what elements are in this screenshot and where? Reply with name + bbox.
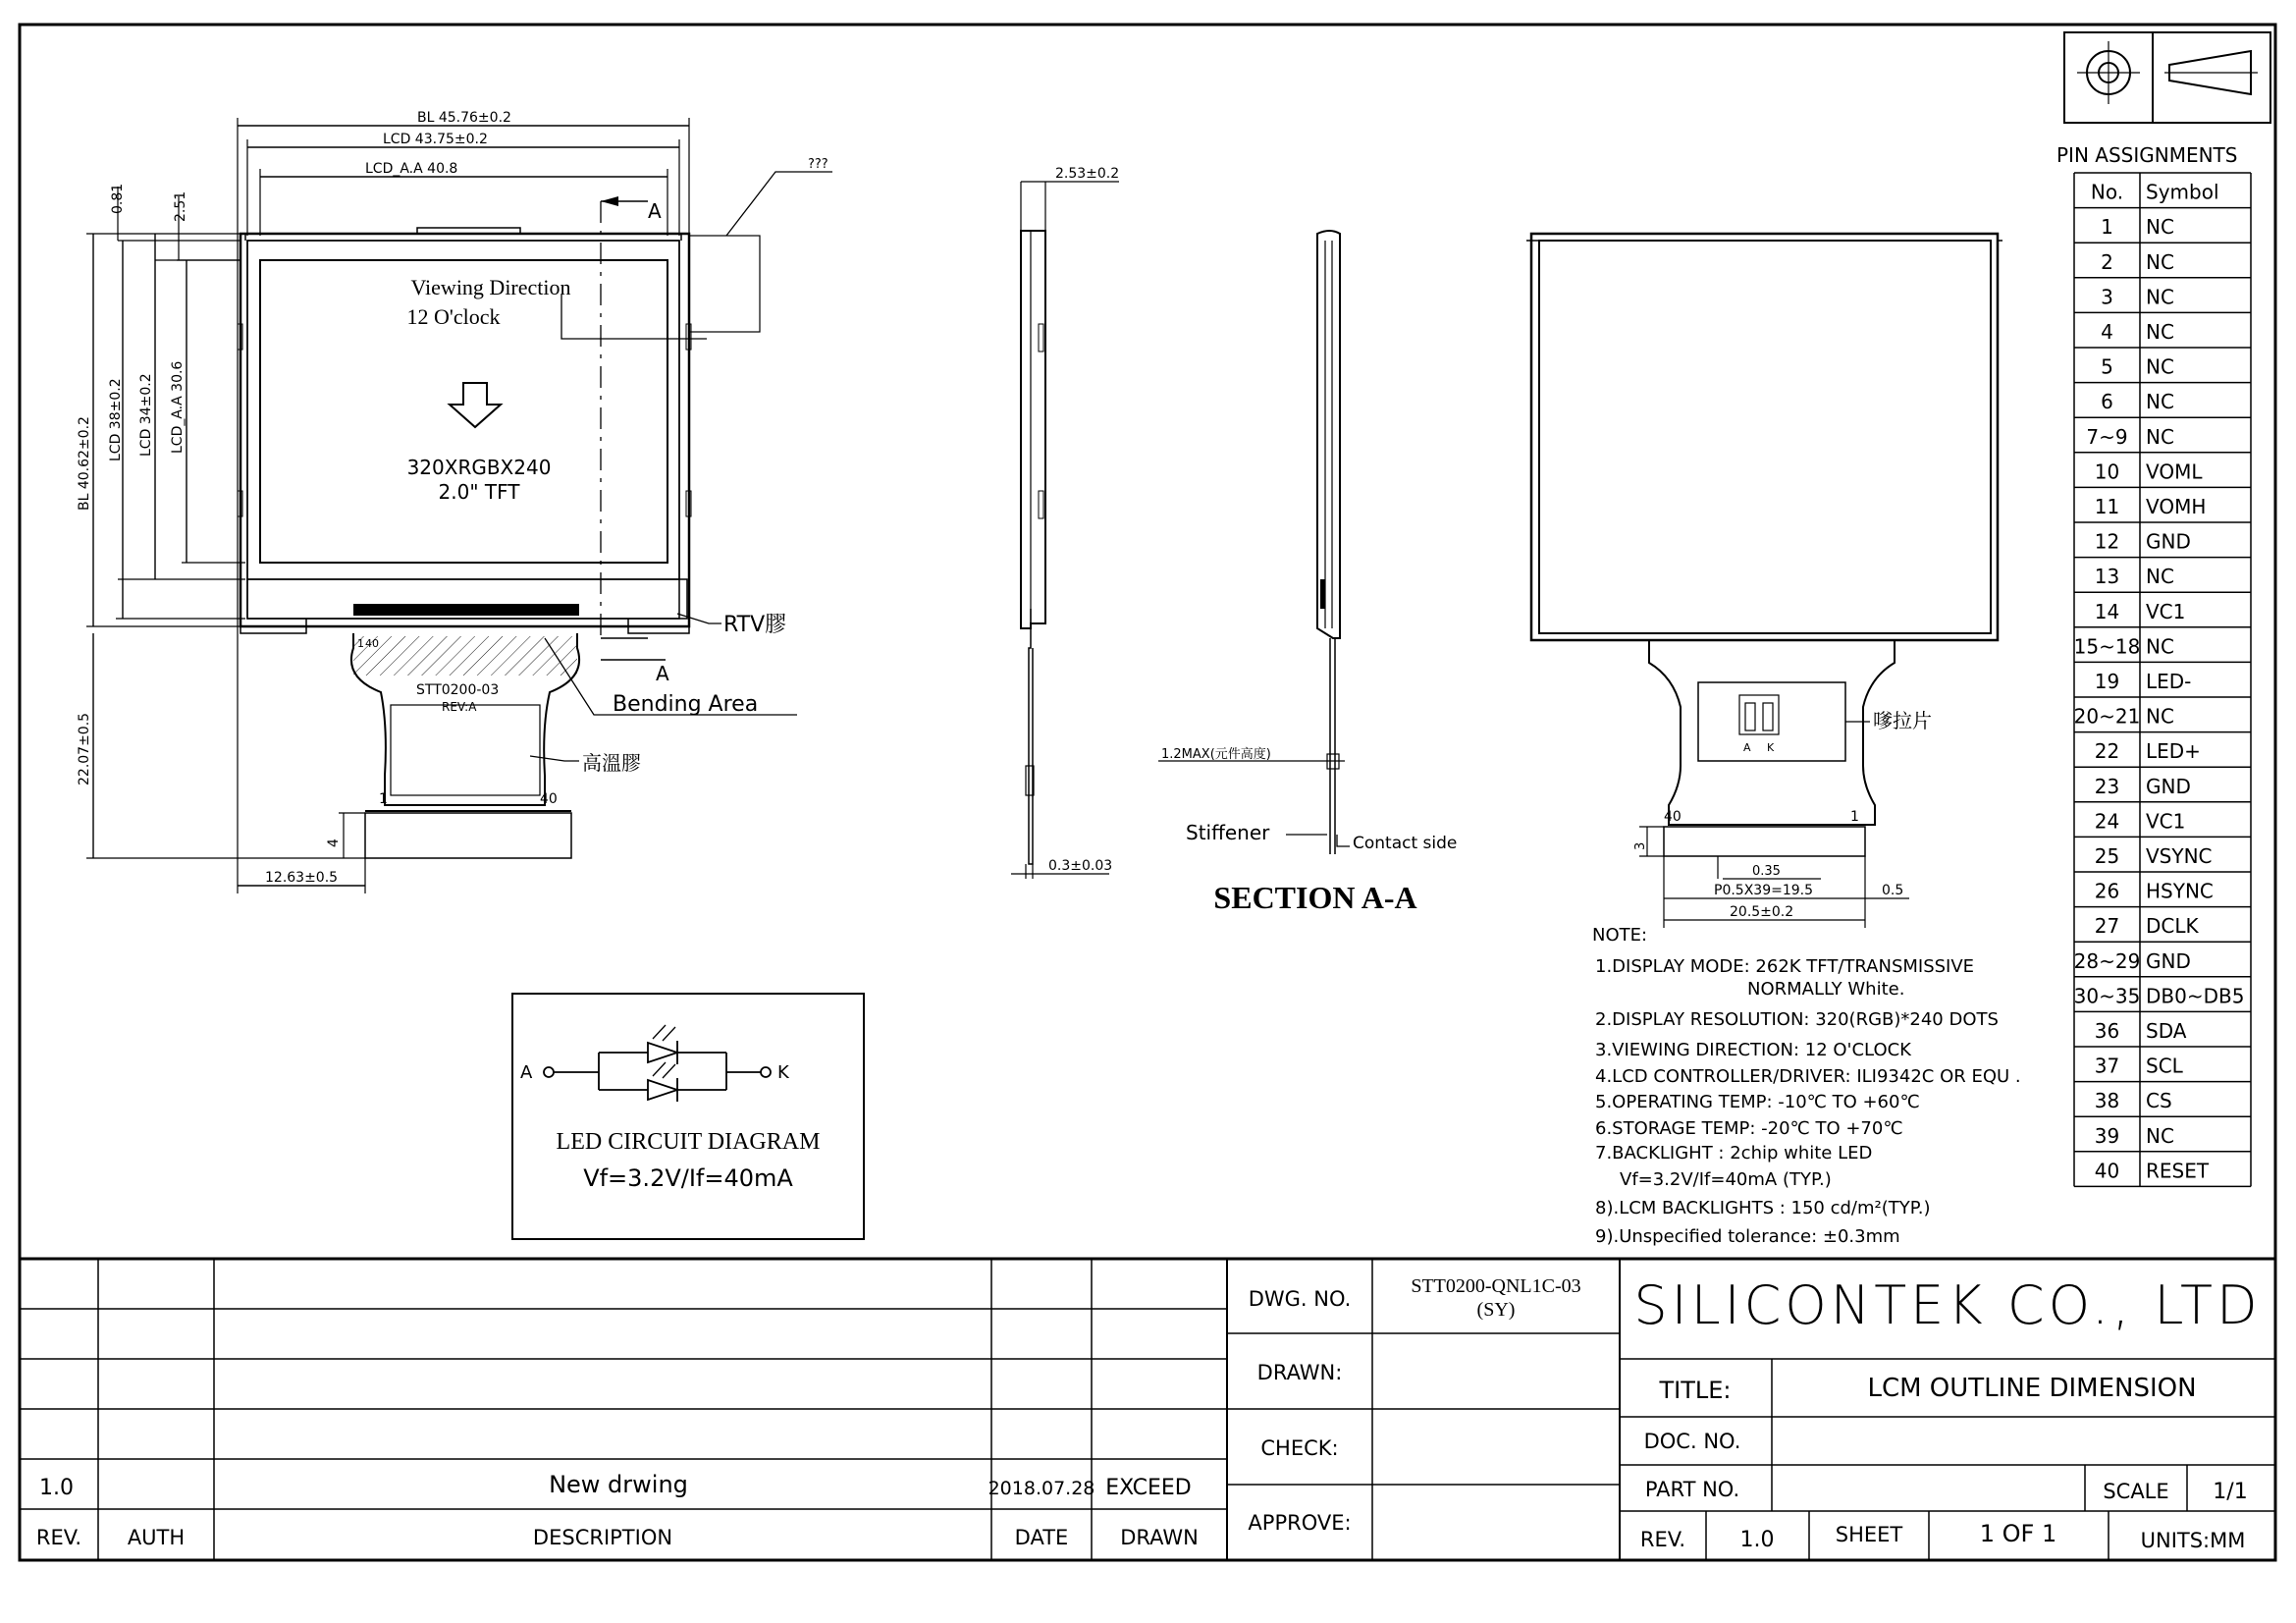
dim-max-height: 1.2MAX(元件高度) xyxy=(1161,747,1271,762)
scale-value: 1/1 xyxy=(2213,1480,2248,1504)
rev-value: 1.0 xyxy=(1739,1528,1775,1552)
note-line: NORMALLY White. xyxy=(1747,979,1905,1000)
fpc-pin-first: 1 xyxy=(379,791,388,807)
pin-number: 2 xyxy=(2101,249,2113,274)
viewing-direction-clock: 12 O'clock xyxy=(406,304,501,329)
pin-number: 27 xyxy=(2094,914,2120,939)
pin-symbol: CS xyxy=(2146,1089,2172,1113)
title-block xyxy=(20,1259,2275,1560)
revision-value: 1.0 xyxy=(39,1476,74,1500)
header-drawn: DRAWN xyxy=(1120,1526,1199,1549)
pin-symbol: VSYNC xyxy=(2146,844,2213,868)
pin-symbol: NC xyxy=(2146,1123,2174,1148)
pin-symbol: VOML xyxy=(2146,460,2203,484)
led-circuit-spec: Vf=3.2V/If=40mA xyxy=(583,1164,793,1192)
pin-number: 39 xyxy=(2094,1123,2120,1148)
notes-heading: NOTE: xyxy=(1592,925,1648,946)
contact-side-label: Contact side xyxy=(1353,834,1458,853)
pin-symbol: NC xyxy=(2146,704,2174,729)
back-pin-left: 40 xyxy=(1664,809,1682,825)
section-mark-top: A xyxy=(648,199,662,223)
dim-lcd-aa-height: LCD_A.A 30.6 xyxy=(170,360,186,454)
dim-pitch: P0.5X39=19.5 xyxy=(1714,883,1814,898)
header-rev: REV. xyxy=(35,1526,82,1549)
dim-fpc-offset: 12.63±0.5 xyxy=(265,870,339,886)
units-value: UNITS:MM xyxy=(2140,1529,2246,1552)
dim-lcd-height: LCD 38±0.2 xyxy=(108,378,124,461)
dim-fpc-thickness: 0.3±0.03 xyxy=(1048,858,1113,874)
pin-symbol: LED- xyxy=(2146,670,2192,693)
back-view xyxy=(1526,234,2002,928)
pad-a-label: A xyxy=(1743,741,1751,754)
pin-number: 3 xyxy=(2101,285,2113,309)
note-line: 2.DISPLAY RESOLUTION: 320(RGB)*240 DOTS xyxy=(1595,1009,1999,1030)
pin-number: 36 xyxy=(2094,1019,2120,1043)
pin-symbol: NC xyxy=(2146,390,2174,414)
pad-k-label: K xyxy=(1767,741,1775,754)
pin-symbol: NC xyxy=(2146,320,2174,344)
note-line: 9).Unspecified tolerance: ±0.3mm xyxy=(1595,1226,1900,1247)
label-dwg-no: DWG. NO. xyxy=(1248,1287,1352,1311)
section-a-a xyxy=(1158,231,1457,915)
led-cathode-label: K xyxy=(777,1062,789,1083)
pin-number: 28~29 xyxy=(2073,948,2141,973)
led-diode-icon xyxy=(648,1025,677,1064)
pin-table-header-symbol: Symbol xyxy=(2146,180,2219,204)
pin-symbol: DB0~DB5 xyxy=(2146,984,2245,1008)
stiffener-label: Stiffener xyxy=(1186,821,1270,844)
pin-symbol: NC xyxy=(2146,424,2174,449)
pin-symbol: NC xyxy=(2146,565,2174,589)
led-circuit xyxy=(512,994,864,1239)
pin-number: 19 xyxy=(2094,670,2120,693)
title-value: LCM OUTLINE DIMENSION xyxy=(1867,1374,2197,1403)
note-line: 8).LCM BACKLIGHTS : 150 cd/m²(TYP.) xyxy=(1595,1198,1931,1218)
rtv-label: RTV膠 xyxy=(723,613,787,637)
revision-date: 2018.07.28 xyxy=(988,1478,1095,1499)
label-check: CHECK: xyxy=(1260,1436,1339,1460)
pin-symbol: GND xyxy=(2146,774,2191,798)
back-pin-right: 1 xyxy=(1850,809,1859,825)
pin-number: 25 xyxy=(2094,844,2120,868)
viewing-direction-label: Viewing Direction xyxy=(410,275,571,299)
pin-symbol: NC xyxy=(2146,634,2174,659)
pin-number: 24 xyxy=(2094,809,2120,834)
dim-lcd-width: LCD 43.75±0.2 xyxy=(383,132,488,147)
dim-lcd-aa-width: LCD_A.A 40.8 xyxy=(365,161,458,177)
note-line: 6.STORAGE TEMP: -20℃ TO +70℃ xyxy=(1595,1118,1903,1139)
led-diode-icon xyxy=(648,1062,677,1102)
pin-number: 10 xyxy=(2094,460,2120,484)
led-circuit-title: LED CIRCUIT DIAGRAM xyxy=(556,1129,821,1155)
pin-symbol: NC xyxy=(2146,354,2174,379)
connector-pad xyxy=(689,236,760,332)
dim-total-width: 20.5±0.2 xyxy=(1730,904,1794,920)
pin-symbol: NC xyxy=(2146,249,2174,274)
pin-symbol: RESET xyxy=(2146,1159,2210,1183)
pin-symbol: VC1 xyxy=(2146,809,2186,834)
label-sheet: SHEET xyxy=(1835,1523,1903,1546)
pin-number: 11 xyxy=(2094,495,2120,518)
pin-symbol: DCLK xyxy=(2146,914,2199,939)
section-title: SECTION A-A xyxy=(1213,880,1417,915)
label-rev: REV. xyxy=(1639,1528,1686,1551)
dim-back-height: 3 xyxy=(1633,841,1648,850)
dim-offset-top: 0.81 xyxy=(110,183,126,214)
header-date: DATE xyxy=(1014,1526,1069,1549)
pin-number: 5 xyxy=(2101,354,2113,379)
pin-symbol: VC1 xyxy=(2146,599,2186,623)
high-temp-tape-label: 高溫膠 xyxy=(582,751,641,775)
pin-number: 15~18 xyxy=(2073,634,2141,659)
dim-edge: 0.5 xyxy=(1882,883,1904,898)
label-drawn: DRAWN: xyxy=(1256,1361,1343,1384)
pin-symbol: VOMH xyxy=(2146,495,2207,518)
note-line: 1.DISPLAY MODE: 262K TFT/TRANSMISSIVE xyxy=(1595,956,1975,977)
fpc-pin-last: 40 xyxy=(540,791,558,807)
dim-bl-height: BL 40.62±0.2 xyxy=(77,416,92,511)
pin-number: 6 xyxy=(2101,390,2113,414)
dim-fpc-4: 4 xyxy=(326,839,342,847)
pin-symbol: GND xyxy=(2146,529,2191,554)
panel-size-label: 2.0" TFT xyxy=(438,480,520,504)
pin-number: 23 xyxy=(2094,774,2120,798)
label-title: TITLE: xyxy=(1659,1377,1732,1404)
callout-unknown: ??? xyxy=(808,157,828,172)
pin-table-header-no: No. xyxy=(2090,180,2124,204)
pin-number: 1 xyxy=(2101,215,2113,240)
label-part-no: PART NO. xyxy=(1644,1478,1740,1501)
pin-number: 38 xyxy=(2094,1089,2120,1113)
pin-number: 20~21 xyxy=(2073,704,2141,729)
pin-table xyxy=(2056,143,2251,1186)
header-auth: AUTH xyxy=(127,1526,186,1549)
side-view xyxy=(1011,166,1119,879)
dim-lcd-34: LCD 34±0.2 xyxy=(138,373,154,457)
pin-number: 13 xyxy=(2094,565,2120,589)
pin-number: 7~9 xyxy=(2086,424,2128,449)
pin-number: 40 xyxy=(2094,1159,2120,1183)
dim-fpc-length: 22.07±0.5 xyxy=(77,712,92,785)
pin-symbol: SDA xyxy=(2146,1019,2187,1043)
section-mark-bottom: A xyxy=(656,662,669,685)
pin-number: 22 xyxy=(2094,739,2120,764)
revision-drawn-by: EXCEED xyxy=(1105,1476,1192,1500)
pin-symbol: NC xyxy=(2146,285,2174,309)
pin-symbol: HSYNC xyxy=(2146,879,2214,903)
note-line: 5.OPERATING TEMP: -10℃ TO +60℃ xyxy=(1595,1092,1920,1112)
label-approve: APPROVE: xyxy=(1248,1511,1352,1535)
resolution-label: 320XRGBX240 xyxy=(406,456,552,479)
pin-number: 30~35 xyxy=(2073,984,2141,1008)
note-line: 7.BACKLIGHT : 2chip white LED xyxy=(1595,1143,1873,1163)
pin-symbol: NC xyxy=(2146,215,2174,240)
led-anode-label: A xyxy=(520,1062,533,1083)
pin-number: 12 xyxy=(2094,529,2120,554)
company-name: SILICONTEK CO., LTD xyxy=(1633,1274,2262,1336)
fpc-contact-pins xyxy=(1664,827,1865,856)
fpc-part-number: STT0200-03 xyxy=(416,682,500,698)
dwg-no-value: STT0200-QNL1C-03 xyxy=(1411,1275,1581,1297)
note-line: Vf=3.2V/If=40mA (TYP.) xyxy=(1620,1169,1832,1190)
note-line: 3.VIEWING DIRECTION: 12 O'CLOCK xyxy=(1595,1040,1911,1060)
pull-tab-label: 嗲拉片 xyxy=(1873,709,1932,732)
fpc-revision: REV:A xyxy=(442,700,477,714)
projection-symbol-icon xyxy=(2064,32,2270,123)
note-line: 4.LCD CONTROLLER/DRIVER: ILI9342C OR EQU . xyxy=(1595,1066,2021,1087)
pin-number: 14 xyxy=(2094,599,2120,623)
revision-description: New drwing xyxy=(549,1471,688,1498)
pin-symbol: SCL xyxy=(2146,1054,2183,1078)
sheet-value: 1 OF 1 xyxy=(1979,1520,2057,1547)
pin-number: 37 xyxy=(2094,1054,2120,1078)
pin-first-small: 1 xyxy=(357,637,364,650)
dwg-no-suffix: (SY) xyxy=(1476,1299,1516,1321)
pin-symbol: LED+ xyxy=(2146,739,2201,764)
dim-pitch-w: 0.35 xyxy=(1752,864,1781,879)
pin-symbol: GND xyxy=(2146,948,2191,973)
bending-area-label: Bending Area xyxy=(613,692,759,717)
pin-number: 4 xyxy=(2101,320,2113,344)
notes xyxy=(1592,925,2021,1247)
down-arrow-icon xyxy=(450,383,501,427)
dim-bl-width: BL 45.76±0.2 xyxy=(417,110,511,126)
dim-thickness: 2.53±0.2 xyxy=(1055,166,1120,182)
pin-table-title: PIN ASSIGNMENTS xyxy=(2056,143,2238,167)
label-scale: SCALE xyxy=(2103,1480,2169,1503)
dim-offset-aa-top: 2.51 xyxy=(173,190,188,222)
header-description: DESCRIPTION xyxy=(532,1526,673,1549)
label-doc-no: DOC. NO. xyxy=(1643,1430,1741,1453)
pin-number: 26 xyxy=(2094,879,2120,903)
front-view xyxy=(77,110,832,893)
pin-last-small: 40 xyxy=(365,637,379,650)
